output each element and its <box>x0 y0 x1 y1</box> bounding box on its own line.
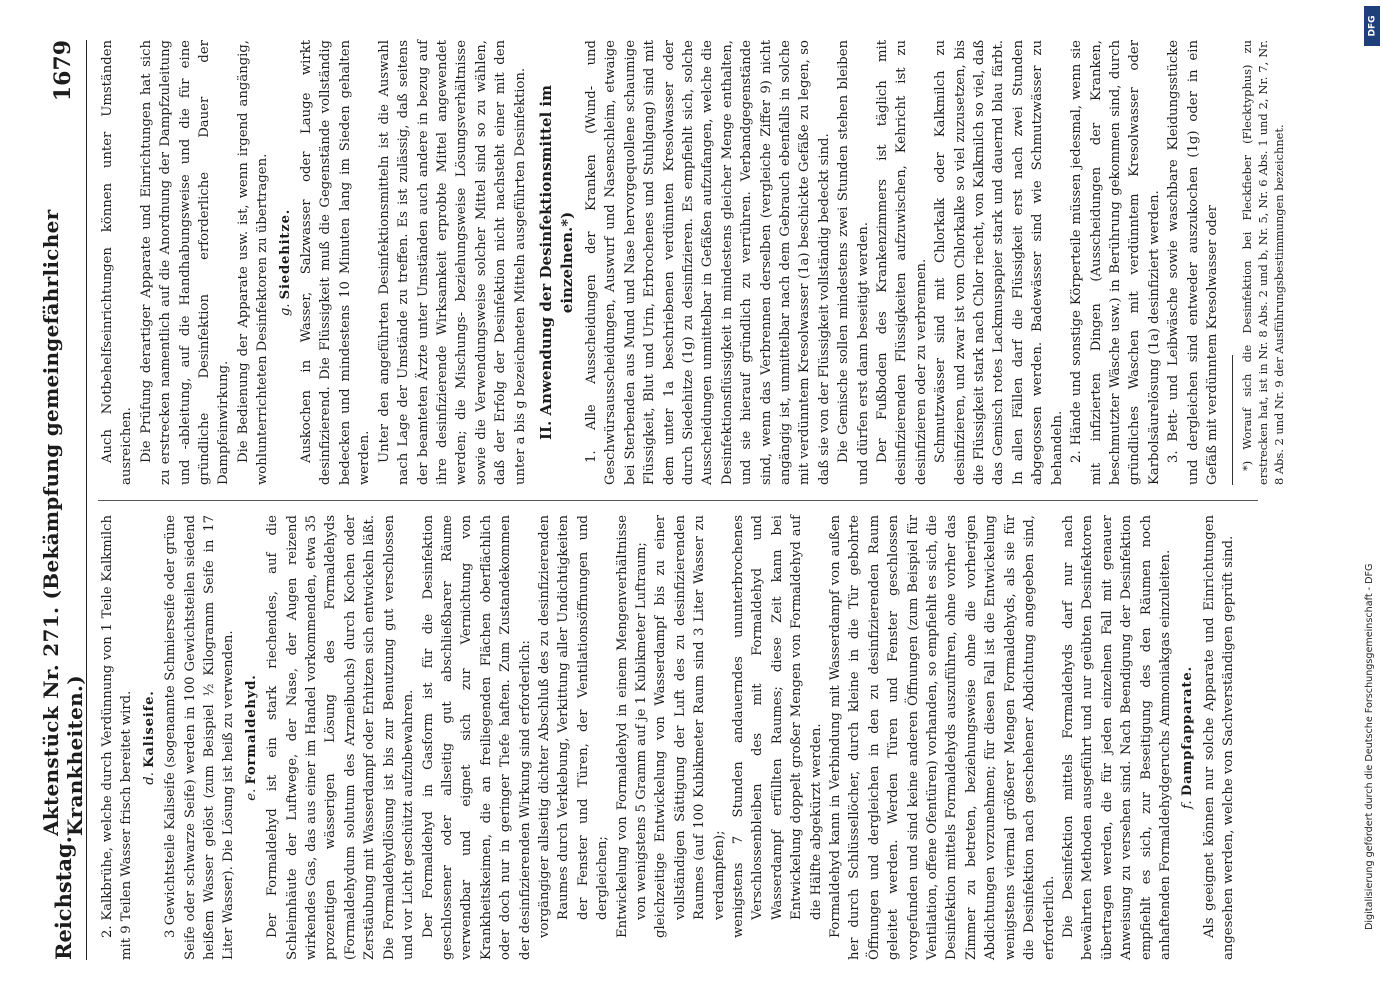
footnote: *) Worauf sich die Desinfektion bei Fleckfieber (Flecktyphus) zu erstrecken hat, ist in Nr. 8 Abs. 2 und b, Nr. 5, Nr. 6 Abs. 1 und 2, Nr. 7, Nr. 8 Abs. 2 und Nr. 9 der Ausführungsbestimmungen bezeichnet. <box>1240 40 1287 485</box>
section-title: Formaldehyd. <box>243 674 259 785</box>
paragraph: Der Fußboden des Krankenzimmers ist täglich mit desinfizierenden Flüssigkeiten aufzuwischen, Kehricht ist zu desinfizieren oder zu verbrennen. <box>875 40 929 485</box>
paragraph: 3 Gewichtsteile Kaliseife (sogenannte Schmierseife oder grüne Seife oder schwarze Seife) werden in 100 Gewichtsteilen siedend heißem Wasser gelöst (zum Beispiel ½ Kilogramm Seife in 17 Liter Wasser). Die Lösung ist heiß zu verwenden. <box>163 515 237 960</box>
left-column <box>98 515 1239 960</box>
paragraph: Die Desinfektion mittels Formaldehyds darf nur nach bewährten Methoden ausgeführt und nur geübten Desinfektoren übertragen werden, die für jeden einzelnen Fall mit genauer Anweisung zu versehen sind. Nach Beendigung der Desinfektion empfiehlt es sich, zur Beseitigung des den Räumen noch anhaftenden Formaldehydgeruchs Ammoniakgas einzuleiten. <box>1060 515 1173 960</box>
dfg-logo-text: DFG <box>1367 15 1378 37</box>
section-title: Siedehitze. <box>277 208 293 300</box>
section-heading-e <box>242 515 261 960</box>
paragraph: Der Formaldehyd ist ein stark riechendes, auf die Schleimhäute der Luftwege, der Nase, der Augen reizend wirkendes Gas, das aus einer im Handel vorkommenden, etwa 35 prozentigen wässerigen Lösung des Formaldehyds (Formaldehydum solutum des Arzneibuchs) durch Kochen oder Zerstäubung mit Wasserdampf oder Erhitzen sich entwickeln läßt. Die Formaldehydlösung ist bis zur Benutzung gut verschlossen und vor Licht geschützt aufzubewahren. <box>265 515 417 960</box>
paragraph: Formaldehyd kann in Verbindung mit Wasserdampf von außen her durch Schlüssellöcher, durch kleine in die Tür gebohrte Öffnungen und dergleichen in den zu desinfizierenden Raum geleitet werden. Werden Türen und Fenster geschlossen vorgefunden und sind keine anderen Öffnungen (zum Beispiel für Ventilation, offene Ofentüren) vorhanden, so empfiehlt es sich, die Desinfektion mittels Formaldehyds auszuführen, ohne vorher das Zimmer zu betreten, beziehungsweise ohne die vorherigen Abdichtungen vorzunehmen; für diesen Fall ist die Entwickelung wenigstens viermal größerer Mengen Formaldehyds, als sie für die Desinfektion nach geschehener Abdichtung angegeben sind, erforderlich. <box>828 515 1057 960</box>
paragraph: 1. Alle Ausscheidungen der Kranken (Wund- und Geschwürsausscheidungen, Auswurf und Nasenschleim, etwaige bei Sterbenden aus Mund und Nase hervorgequollene schaumige Flüssigkeit, Blut und Urin, Erbrochenes und Stuhlgang) sind mit dem unter 1a beschriebenen verdünnten Kresolwasser oder durch Siedehitze (1g) zu desinfizieren. Es empfiehlt sich, solche Ausscheidungen unmittelbar in Gefäßen aufzufangen, welche die Desinfektionsflüssigkeit in mindestens gleicher Menge enthalten, und sie hierauf gründlich zu verrühren. Verbandgegenstände sind, wenn das Verbrennen derselben (vergleiche Ziffer 9) nicht angängig ist, unmittelbar nach dem Gebrauch ebenfalls in solche mit verdünntem Kresolwasser (1a) beschickte Gefäße zu legen, so daß sie von der Flüssigkeit vollständig bedeckt sind. <box>583 40 832 485</box>
header-left: Reichstag. <box>50 836 76 960</box>
list-item: gleichzeitige Entwickelung von Wasserdampf bis zu einer vollständigen Sättigung der Luft des zu desinfizierenden Raumes (auf 100 Kubikmeter Raum sind 3 Liter Wasser zu verdampfen); <box>653 515 727 938</box>
paragraph: Unter den angeführten Desinfektionsmitteln ist die Auswahl nach Lage der Umstände zu treffen. Es ist zulässig, daß seitens der beamteten Ärzte unter Umständen auch andere in bezug auf ihre desinfizierende Wirksamkeit erprobte Mittel angewendet werden; die Mischungs- beziehungsweise Lösungsverhältnisse sowie die Verwendungsweise solcher Mittel sind so zu wählen, daß der Erfolg der Desinfektion nicht nachsteht einer mit den unter a bis g bezeichneten Mitteln ausgeführten Desinfektion. <box>376 40 528 485</box>
section-title: Kaliseife. <box>141 690 157 768</box>
paragraph: Auskochen in Wasser, Salzwasser oder Lauge wirkt desinfizierend. Die Flüssigkeit muß die Gegenstände vollständig bedecken und mindestens 10 Minuten lang im Sieden gehalten werden. <box>299 40 373 485</box>
digitization-note-text: Digitalisierung gefördert durch die Deutsche Forschungsgemeinschaft - DFG <box>1364 563 1375 930</box>
column-divider <box>98 500 1258 501</box>
page-number: 1679 <box>50 40 76 102</box>
paragraph: Die Bedienung der Apparate usw. ist, wenn irgend angängig, wohlunterrichteten Desinfektoren zu übertragen. <box>235 40 271 485</box>
chapter-heading: II. Anwendung der Desinfektionsmittel im einzelnen.*) <box>536 85 576 440</box>
rotated-page-content <box>40 40 1320 960</box>
paragraph: 2. Hände und sonstige Körperteile müssen jedesmal, wenn sie mit infizierten Dingen (Ausscheidungen der Kranken, beschmutzter Wäsche usw.) in Berührung gekommen sind, durch gründliches Waschen mit verdünntem Kresolwasser oder Karbolsäurelösung (1a) desinfiziert werden. <box>1069 40 1162 485</box>
paragraph: Der Formaldehyd in Gasform ist für die Desinfektion geschlossener oder allseitig gut abschließbarer Räume verwendbar und eignet sich zur Vernichtung von Krankheitskeimen, die an freiliegenden Flächen oberflächlich oder doch nur in geringer Tiefe haften. Zum Zustandekommen der desinfizierenden Wirkung sind erforderlich: <box>420 515 533 960</box>
section-letter: d. <box>141 772 157 785</box>
list-item: wenigstens 7 Stunden andauerndes ununterbrochenes Verschlossenbleiben des mit Formaldehyd und Wasserdampf erfüllten Raumes; diese Zeit kann bei Entwickelung doppelt großer Mengen von Formaldehyd auf die Hälfte abgekürzt werden. <box>731 515 824 938</box>
header-title: Aktenstück Nr. 271. (Bekämpfung gemeingefährlicher Krankheiten.) <box>39 209 87 837</box>
paragraph: 2. Kalkbrühe, welche durch Verdünnung von 1 Teile Kalkmilch mit 9 Teilen Wasser frisch bereitet wird. <box>100 515 135 960</box>
section-heading-d <box>140 515 159 960</box>
paragraph: Auch Notbehelfseinrichtungen können unter Umständen ausreichen. <box>100 40 135 485</box>
paragraph: Als geeignet können nur solche Apparate und Einrichtungen angesehen werden, welche von Sachverständigen geprüft sind. <box>1201 515 1237 960</box>
section-letter: g. <box>277 303 293 317</box>
page-header <box>40 40 87 960</box>
paragraph: Die Prüfung derartiger Apparate und Einrichtungen hat sich zu erstrecken namentlich auf die Anordnung der Dampfzuleitung und -ableitung, auf die Handhabungsweise und die für eine gründliche Desinfektion erforderliche Dauer der Dampfeinwirkung. <box>138 40 232 485</box>
section-heading-g <box>276 40 295 485</box>
list-item: Entwickelung von Formaldehyd in einem Mengenverhältnisse von wenigstens 5 Gramm auf je 1 Kubikmeter Luftraum; <box>614 515 649 938</box>
paragraph: 3. Bett- und Leibwäsche sowie waschbare Kleidungsstücke und dergleichen sind entweder auszukochen (1g) oder in ein Gefäß mit verdünntem Kresolwasser oder <box>1166 40 1220 485</box>
right-column <box>98 40 1287 485</box>
list-item: vorgängiger allseitig dichter Abschluß des zu desinfizierenden Raumes durch Verklebung, Verkittung aller Undichtigkeiten der Fenster und Türen, der Ventilationsöffnungen und dergleichen; <box>536 515 611 938</box>
section-title: Dampfapparate. <box>1180 666 1196 797</box>
section-letter: f. <box>1180 800 1196 809</box>
paragraph: Schmutzwässer sind mit Chlorkalk oder Kalkmilch zu desinfizieren, und zwar ist vom Chlorkalke so viel zuzusetzen, bis die Flüssigkeit stark nach Chlor riecht, von Kalkmilch so viel, daß das Gemisch rotes Lackmuspapier stark und dauernd blau färbt. In allen Fällen darf die Flüssigkeit erst nach zwei Stunden abgegossen werden. Badewässer sind wie Schmutzwässer zu behandeln. <box>933 40 1065 485</box>
footnote-separator <box>1232 355 1233 485</box>
section-letter: e. <box>243 788 259 801</box>
dfg-logo <box>1364 6 1380 46</box>
paragraph: Die Gemische sollen mindestens zwei Stunden stehen bleiben und dürfen erst dann beseitigt werden. <box>836 40 871 485</box>
section-heading-f <box>1178 515 1197 960</box>
